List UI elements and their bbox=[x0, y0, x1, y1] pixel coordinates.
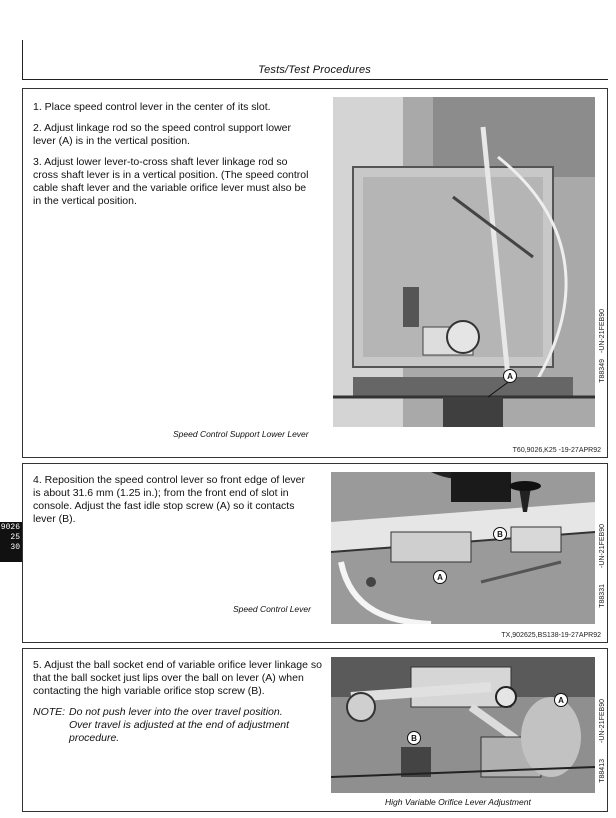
callout-b: B bbox=[493, 527, 507, 541]
page-header-title: Tests/Test Procedures bbox=[258, 64, 371, 76]
note-line-2: Over travel is adjusted at the end of adjustment procedure. bbox=[69, 719, 290, 744]
callout-b: B bbox=[407, 731, 421, 745]
callout-a: A bbox=[554, 693, 568, 707]
photo-illustration bbox=[331, 657, 595, 793]
photo-illustration bbox=[333, 97, 595, 427]
document-reference: T60,9026,K25 -19-27APR92 bbox=[512, 447, 601, 454]
figure-id: T88413 bbox=[599, 759, 606, 783]
step-3: 3. Adjust lower lever-to-cross shaft lever linkage rod so cross shaft lever is in a vertical position. (The speed control cable shaft lever and the variable orifice lever must also be in the vertical position. bbox=[33, 156, 309, 207]
note-line-1: Do not push lever into the over travel position. bbox=[69, 706, 283, 718]
note bbox=[33, 706, 323, 745]
variable-orifice-lever-photo bbox=[331, 657, 595, 793]
note-label: NOTE: bbox=[33, 706, 66, 718]
document-reference: TX,902625,BS138-19-27APR92 bbox=[501, 632, 601, 639]
step-4: 4. Reposition the speed control lever so front edge of lever is about 31.6 mm (1.25 in.); from the front end of slot in console. Adjust the fast idle stop screw (A) so it contacts lever (B). bbox=[33, 474, 305, 525]
callout-a: A bbox=[503, 369, 517, 383]
section-index-line: 30 bbox=[10, 543, 20, 552]
step-list bbox=[33, 101, 313, 216]
figure-caption: Speed Control Support Lower Lever bbox=[173, 429, 309, 439]
figure-id-suffix: -UN-21FEB90 bbox=[599, 699, 606, 743]
section-index-tab bbox=[0, 522, 22, 562]
photo-illustration bbox=[331, 472, 595, 624]
figure-caption: Speed Control Lever bbox=[233, 604, 311, 614]
header-rule-vertical bbox=[22, 40, 23, 80]
figure-caption: High Variable Orifice Lever Adjustment bbox=[385, 797, 531, 807]
step-list bbox=[33, 474, 313, 534]
speed-control-lever-photo bbox=[331, 472, 595, 624]
speed-control-support-photo bbox=[333, 97, 595, 427]
header-rule-horizontal bbox=[22, 79, 608, 80]
callout-a: A bbox=[433, 570, 447, 584]
step-2: 2. Adjust linkage rod so the speed control support lower lever (A) is in the vertical position. bbox=[33, 122, 291, 147]
figure-id-suffix: -UN-21FEB90 bbox=[599, 309, 606, 353]
section-index-line: 9026 bbox=[0, 523, 20, 532]
procedure-section-2 bbox=[22, 463, 608, 643]
procedure-section-1 bbox=[22, 88, 608, 458]
figure-id: T88349 bbox=[599, 359, 606, 383]
section-index-line: 25 bbox=[10, 533, 20, 542]
figure-id: T88331 bbox=[599, 584, 606, 608]
step-5: 5. Adjust the ball socket end of variable orifice lever linkage so that the ball socket just lips over the ball on lever (A) when contacting the high variable orifice stop screw (B). bbox=[33, 659, 322, 697]
step-list bbox=[33, 659, 323, 745]
figure-id-suffix: -UN-21FEB90 bbox=[599, 524, 606, 568]
procedure-section-3 bbox=[22, 648, 608, 812]
step-1: 1. Place speed control lever in the center of its slot. bbox=[33, 101, 271, 113]
